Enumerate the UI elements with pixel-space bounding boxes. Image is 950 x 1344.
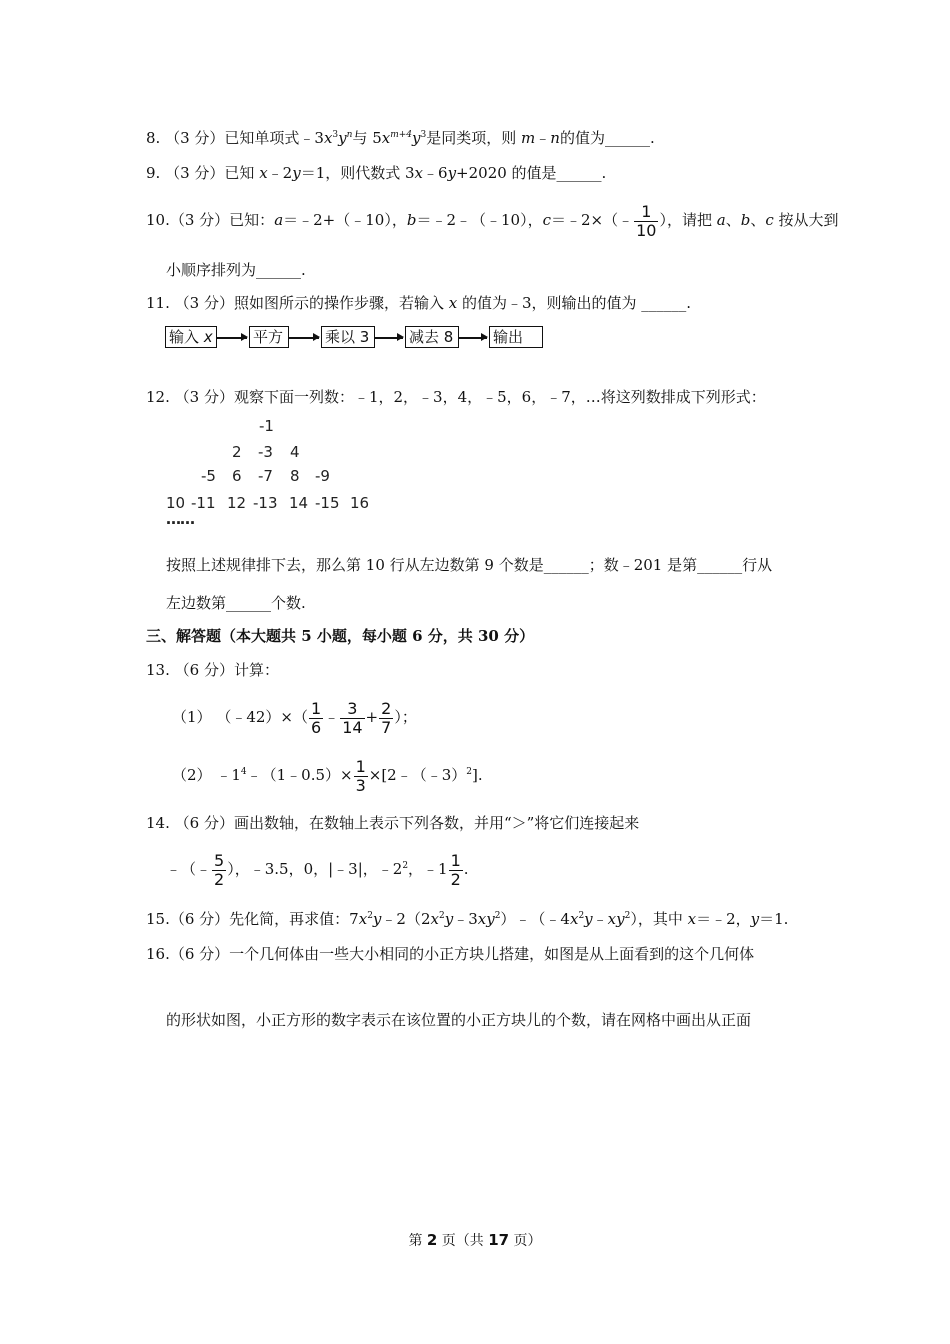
question-10-line2: 小顺序排列为______.: [166, 261, 306, 279]
question-13-part1: （1） （﹣42）×（ $\frac{1}{6}$ ﹣ $\frac{3}{14}$ + $\frac{2}{7}$ ）；: [172, 698, 417, 737]
question-16: 16.（6 分）一个几何体由一些大小相同的小正方块儿搭建，如图是从上面看到的这个几何体: [146, 945, 755, 963]
question-8: 8. （3 分）已知单项式$﹣3x^3y^n$与 $5x^{m+4}y^3$是同类项，则 m﹣n的值为______.: [146, 129, 655, 147]
fraction: $\frac{1}{2}$: [450, 850, 461, 889]
flow-arrow: [289, 337, 319, 339]
pyramid-number: 8: [290, 467, 300, 485]
fraction: $\frac{1}{6}$: [310, 698, 322, 737]
pyramid-number: -7: [258, 467, 273, 485]
question-12-line2: 按照上述规律排下去，那么第 10 行从左边数第 9 个数是______；数﹣201 是第______行从: [166, 556, 773, 574]
fraction-1-10: $\frac{1}{10}$: [636, 201, 657, 240]
question-12: 12. （3 分）观察下面一列数：﹣1，2，﹣3，4，﹣5，6，﹣7，…将这列数排成下列形式：: [146, 388, 766, 406]
flow-box-square: 平方: [249, 326, 289, 348]
flow-box-input: 输入 x: [165, 326, 217, 348]
pyramid-ellipsis: ……: [166, 510, 194, 528]
flow-arrow: [375, 337, 403, 339]
question-14-numbers: ﹣（﹣ $\frac{5}{2}$ ），﹣3.5，0，|﹣3|，$﹣2^2$，﹣1 $\frac{1}{2}$ .: [166, 850, 469, 889]
fraction: $\frac{2}{7}$: [381, 698, 392, 737]
pyramid-number: -11: [191, 494, 216, 512]
question-11: 11. （3 分）照如图所示的操作步骤，若输入 x 的值为﹣3，则输出的值为 ______.: [146, 294, 692, 312]
page-number: 2: [426, 1231, 438, 1249]
section-heading: 三、解答题（本大题共 5 小题，每小题 6 分，共 30 分）: [146, 627, 535, 645]
pyramid-number: 4: [290, 443, 300, 461]
pyramid-number: -3: [258, 443, 273, 461]
question-9: 9. （3 分）已知 x﹣2y＝1，则代数式 3x﹣6y+2020 的值是______.: [146, 164, 607, 182]
question-14: 14. （6 分）画出数轴，在数轴上表示下列各数，并用“＞”将它们连接起来: [146, 814, 640, 832]
page-total: 17: [488, 1231, 510, 1249]
pyramid-number: -13: [253, 494, 278, 512]
pyramid-number: 2: [232, 443, 242, 461]
pyramid-number: 12: [227, 494, 247, 512]
pyramid-number: -1: [259, 417, 274, 435]
question-12-line3: 左边数第______个数.: [166, 594, 306, 612]
pyramid-number: -5: [201, 467, 216, 485]
page-footer: 第 2 页（共 17 页）: [408, 1231, 542, 1249]
flow-box-output: 输出: [489, 326, 543, 348]
pyramid-number: 14: [289, 494, 309, 512]
flow-arrow: [217, 337, 247, 339]
fraction: $\frac{3}{14}$: [342, 698, 363, 737]
question-16-line2: 的形状如图，小正方形的数字表示在该位置的小正方块儿的个数，请在网格中画出从正面: [166, 1011, 752, 1029]
question-10: 10.（3 分）已知：a＝﹣2+（﹣10），b＝﹣2﹣（﹣10），c＝﹣2×（﹣ $\frac{1}{10}$ ），请把 a、b、c 按从大到: [146, 201, 839, 240]
fraction: $\frac{5}{2}$: [214, 850, 225, 889]
question-13-part2: （2） $﹣1^4﹣(1﹣0.5)\times$ $\frac{1}{3}$ ×[2﹣（﹣3）$^2$].: [172, 756, 483, 795]
pyramid-number: -9: [315, 467, 330, 485]
flow-box-subtract: 减去 8: [405, 326, 459, 348]
pyramid-number: 16: [350, 494, 370, 512]
question-13: 13. （6 分）计算：: [146, 661, 279, 679]
flow-arrow: [459, 337, 487, 339]
pyramid-number: 10: [166, 494, 186, 512]
pyramid-number: -15: [315, 494, 340, 512]
flow-box-multiply: 乘以 3: [321, 326, 375, 348]
question-15: 15.（6 分）先化简，再求值：$7x^2y﹣2(2x^2y﹣3xy^2)﹣(﹣4x^2y﹣xy^2)$，其中 x＝﹣2，y＝1.: [146, 910, 789, 928]
fraction: $\frac{1}{3}$: [355, 756, 366, 795]
pyramid-number: 6: [232, 467, 242, 485]
